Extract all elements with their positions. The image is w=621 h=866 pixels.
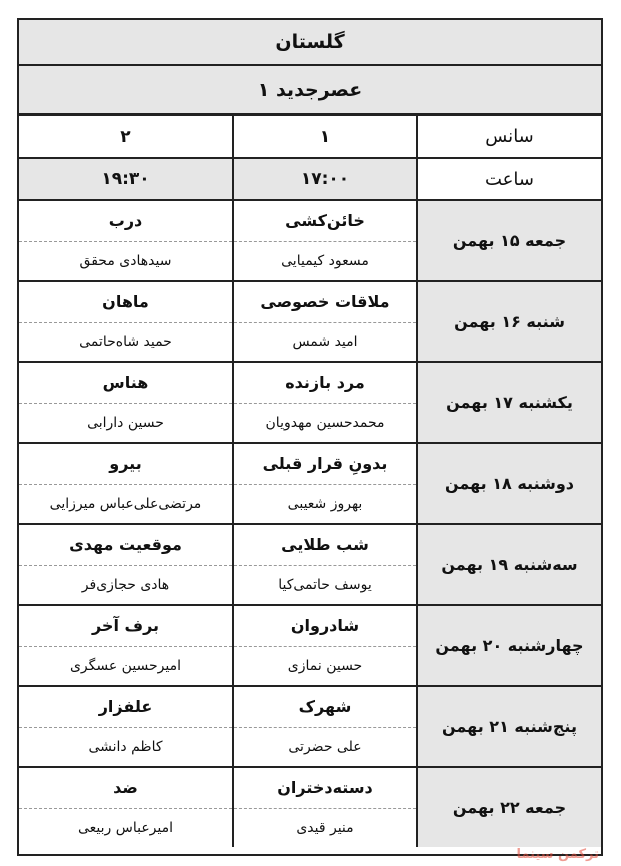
hall-name: عصرجدید ۱ [19,66,601,116]
screening-cell [233,200,417,281]
day-label: سه‌شنبه ۱۹ بهمن [417,524,601,605]
day-label: جمعه ۲۲ بهمن [417,767,601,847]
film-director: مرتضی‌علی‌عباس میرزایی [49,496,202,512]
film-director: مسعود کیمیایی [281,253,369,269]
film-title: برف آخر [19,606,232,647]
session-1-time: ۱۷:۰۰ [233,158,417,200]
screening-cell [19,200,233,281]
screening-cell [233,281,417,362]
film-title: شب طلایی [234,525,416,566]
film-title: بیرو [19,444,232,485]
film-title: علفزار [19,687,232,728]
screening-cell [19,443,233,524]
day-row [19,281,601,362]
film-title: ملاقات خصوصی [234,282,416,323]
day-label: یکشنبه ۱۷ بهمن [417,362,601,443]
time-label: ساعت [417,158,601,200]
day-row [19,605,601,686]
film-title: دسته‌دختران [234,768,416,809]
film-title: هناس [19,363,232,404]
screening-cell [19,767,233,847]
day-row [19,200,601,281]
film-title: شادروان [234,606,416,647]
film-title: مرد بازنده [234,363,416,404]
film-director: حمید شاه‌حاتمی [79,334,172,350]
schedule-table [19,116,601,847]
screening-cell [19,281,233,362]
screening-cell [233,443,417,524]
film-director: حسین نمازی [287,658,363,674]
screening-cell [233,362,417,443]
session-2-time: ۱۹:۳۰ [19,158,233,200]
screening-cell [233,767,417,847]
schedule-frame [17,18,603,856]
day-label: جمعه ۱۵ بهمن [417,200,601,281]
cinema-name: گلستان [19,20,601,66]
time-row [19,158,601,200]
film-director: علی حضرتی [288,739,362,755]
film-director: امیرحسین عسگری [69,658,182,674]
film-director: بهروز شعیبی [287,496,363,512]
film-director: منیر قیدی [296,820,354,836]
film-director: محمدحسین مهدویان [265,415,385,431]
film-title: خائن‌کشی [234,201,416,242]
film-director: حسین دارابی [87,415,164,431]
screening-cell [19,362,233,443]
film-title: ماهان [19,282,232,323]
day-label: پنج‌شنبه ۲۱ بهمن [417,686,601,767]
film-director: کاظم دانشی [88,739,163,755]
day-row [19,443,601,524]
screening-cell [233,605,417,686]
film-title: موقعیت مهدی [19,525,232,566]
screening-cell [19,686,233,767]
day-label: چهارشنبه ۲۰ بهمن [417,605,601,686]
session-label: سانس [417,116,601,158]
watermark: ترکمن سینما [516,847,599,862]
session-row [19,116,601,158]
film-title: بدونِ قرار قبلی [234,444,416,485]
screening-cell [19,524,233,605]
film-director: هادی حجازی‌فر [81,577,170,593]
day-row [19,767,601,847]
screening-cell [233,686,417,767]
screening-cell [233,524,417,605]
film-director: سیدهادی محقق [79,253,172,269]
screening-cell [19,605,233,686]
film-title: درب [19,201,232,242]
film-title: ضد [19,768,232,809]
film-title: شهرک [234,687,416,728]
day-label: شنبه ۱۶ بهمن [417,281,601,362]
day-row [19,524,601,605]
day-label: دوشنبه ۱۸ بهمن [417,443,601,524]
film-director: یوسف حاتمی‌کیا [278,577,372,593]
day-row [19,362,601,443]
film-director: امید شمس [292,334,358,350]
session-2-number: ۲ [19,116,233,158]
day-row [19,686,601,767]
session-1-number: ۱ [233,116,417,158]
film-director: امیرعباس ربیعی [77,820,174,836]
